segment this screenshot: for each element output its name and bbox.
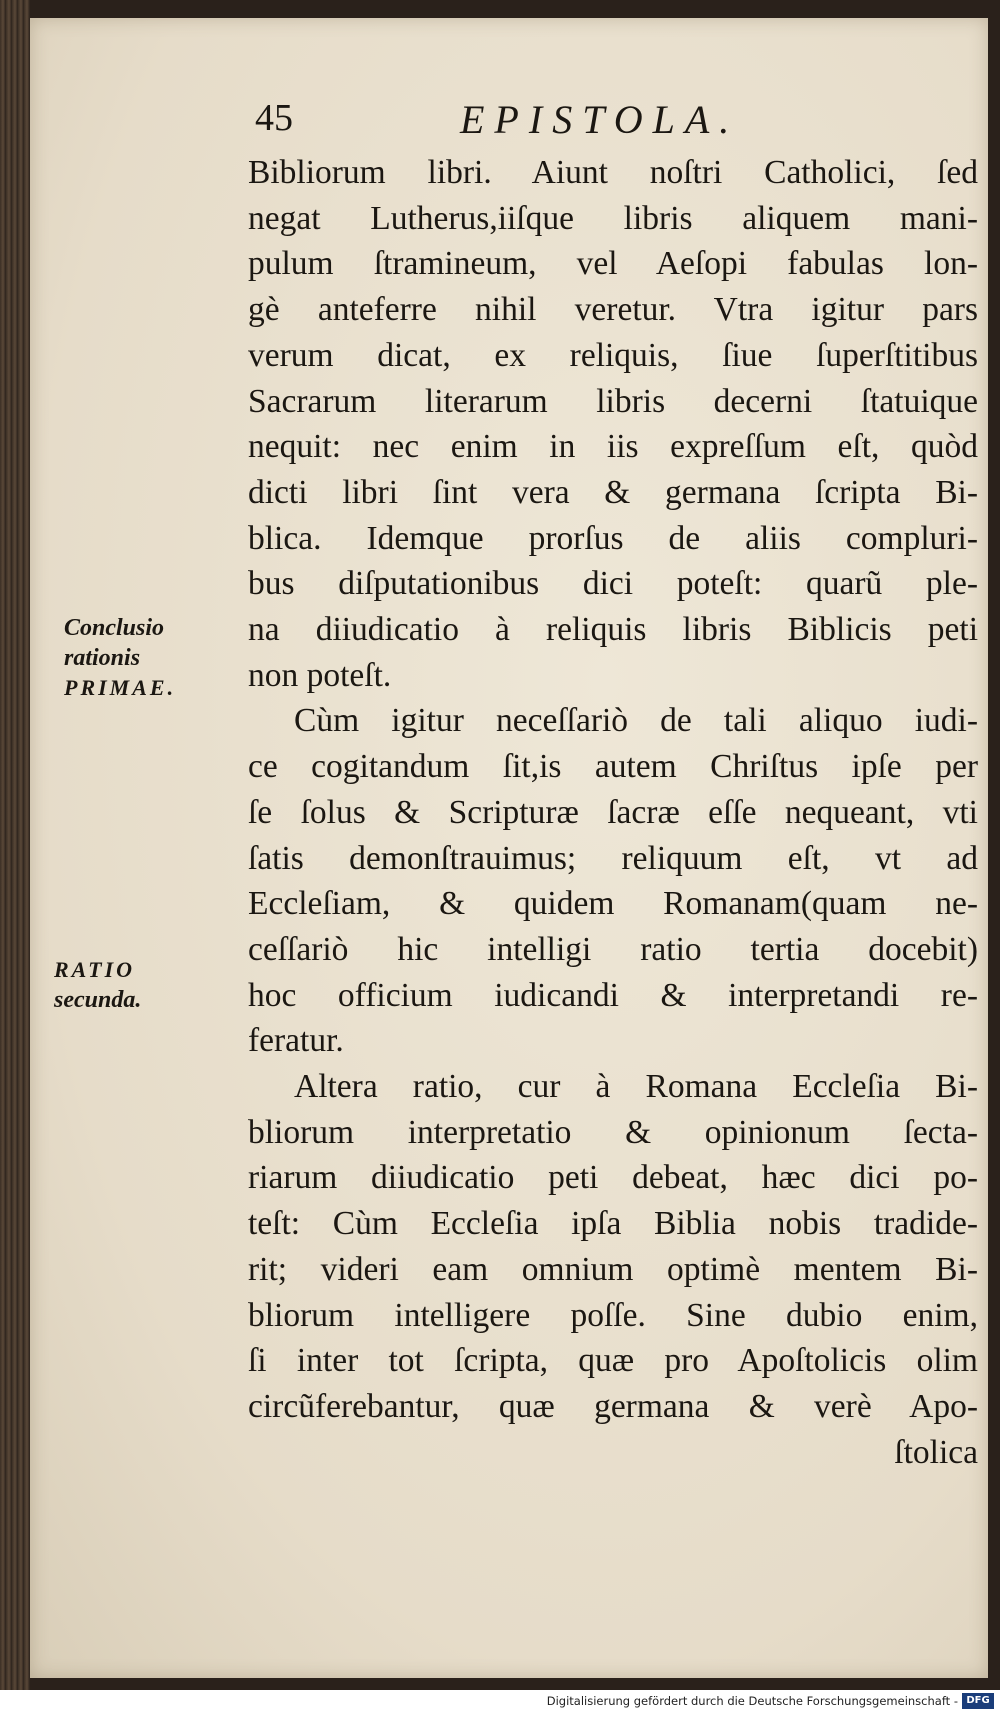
text-line: bliorum interpretatio & opinionum ſecta-: [248, 1113, 978, 1151]
page-header: [255, 96, 975, 146]
text-line: na diiudicatio à reliquis libris Biblicis peti: [248, 611, 978, 649]
page-number: 45: [255, 97, 293, 139]
text-line: non poteſt.: [248, 656, 392, 694]
text-line: riarum diiudicatio peti debeat, hæc dici po-: [248, 1159, 978, 1197]
book-page-edges: [0, 0, 30, 1690]
text-line: rit; videri eam omnium optimè mentem Bi-: [248, 1250, 978, 1288]
catchword: ſtolica: [894, 1433, 978, 1471]
text-line: Cùm igitur neceſſariò de tali aliquo iudi-: [294, 702, 978, 740]
running-head: EPISTOLA.: [460, 97, 740, 142]
margin-note-line: RATIO: [54, 957, 136, 982]
text-line: ce cogitandum ſit,is autem Chriſtus ipſe per: [248, 748, 978, 786]
text-line: Sacrarum literarum libris decerni ſtatuique: [248, 382, 978, 420]
text-line: dicti libri ſint vera & germana ſcripta Bi-: [248, 473, 978, 511]
funding-credit: Digitalisierung gefördert durch die Deutsche Forschungsgemeinschaft -: [546, 1694, 958, 1708]
text-line: teſt: Cùm Eccleſia ipſa Biblia nobis tradide-: [248, 1205, 978, 1243]
text-line: ſatis demonſtrauimus; reliquum eſt, vt ad: [248, 839, 978, 877]
dfg-logo: DFG: [962, 1693, 994, 1709]
margin-note-conclusio: [64, 613, 176, 703]
text-line: pulum ſtramineum, vel Aeſopi fabulas lon-: [248, 245, 978, 283]
text-line: nequit: nec enim in iis expreſſum eſt, quòd: [248, 428, 978, 466]
margin-note-line: PRIMAE.: [64, 675, 177, 700]
text-line: negat Lutherus,iiſque libris aliquem mani-: [248, 199, 978, 237]
body-text: [248, 150, 978, 1475]
text-line: Bibliorum libri. Aiunt noſtri Catholici, ſed: [248, 154, 978, 191]
text-line: feratur.: [248, 1022, 344, 1060]
margin-note-line: rationis: [64, 645, 141, 671]
text-line: blica. Idemque prorſus de aliis compluri-: [248, 519, 978, 557]
margin-note-line: Conclusio: [64, 615, 165, 641]
text-line: bliorum intelligere poſſe. Sine dubio enim,: [248, 1296, 978, 1334]
text-line: bus diſputationibus dici poteſt: quarũ ple-: [248, 565, 978, 603]
margin-note-line: secunda.: [54, 987, 142, 1013]
text-line: Altera ratio, cur à Romana Eccleſia Bi-: [294, 1068, 978, 1106]
text-line: ceſſariò hic intelligi ratio tertia docebit): [248, 930, 978, 968]
digitization-footer: [0, 1690, 1000, 1715]
text-line: circũferebantur, quæ germana & verè Apo-: [248, 1387, 978, 1425]
text-line: ſe ſolus & Scripturæ ſacræ eſſe nequeant, vti: [248, 793, 978, 831]
text-line: Eccleſiam, & quidem Romanam(quam ne-: [248, 885, 978, 923]
text-line: hoc officium iudicandi & interpretandi re-: [248, 976, 978, 1014]
text-line: gè anteferre nihil veretur. Vtra igitur pars: [248, 291, 978, 329]
book-page: [30, 18, 988, 1678]
text-line: verum dicat, ex reliquis, ſiue ſuperſtitibus: [248, 336, 978, 374]
text-line: ſi inter tot ſcripta, quæ pro Apoſtolicis olim: [248, 1342, 978, 1380]
margin-note-ratio-secunda: [54, 955, 141, 1015]
